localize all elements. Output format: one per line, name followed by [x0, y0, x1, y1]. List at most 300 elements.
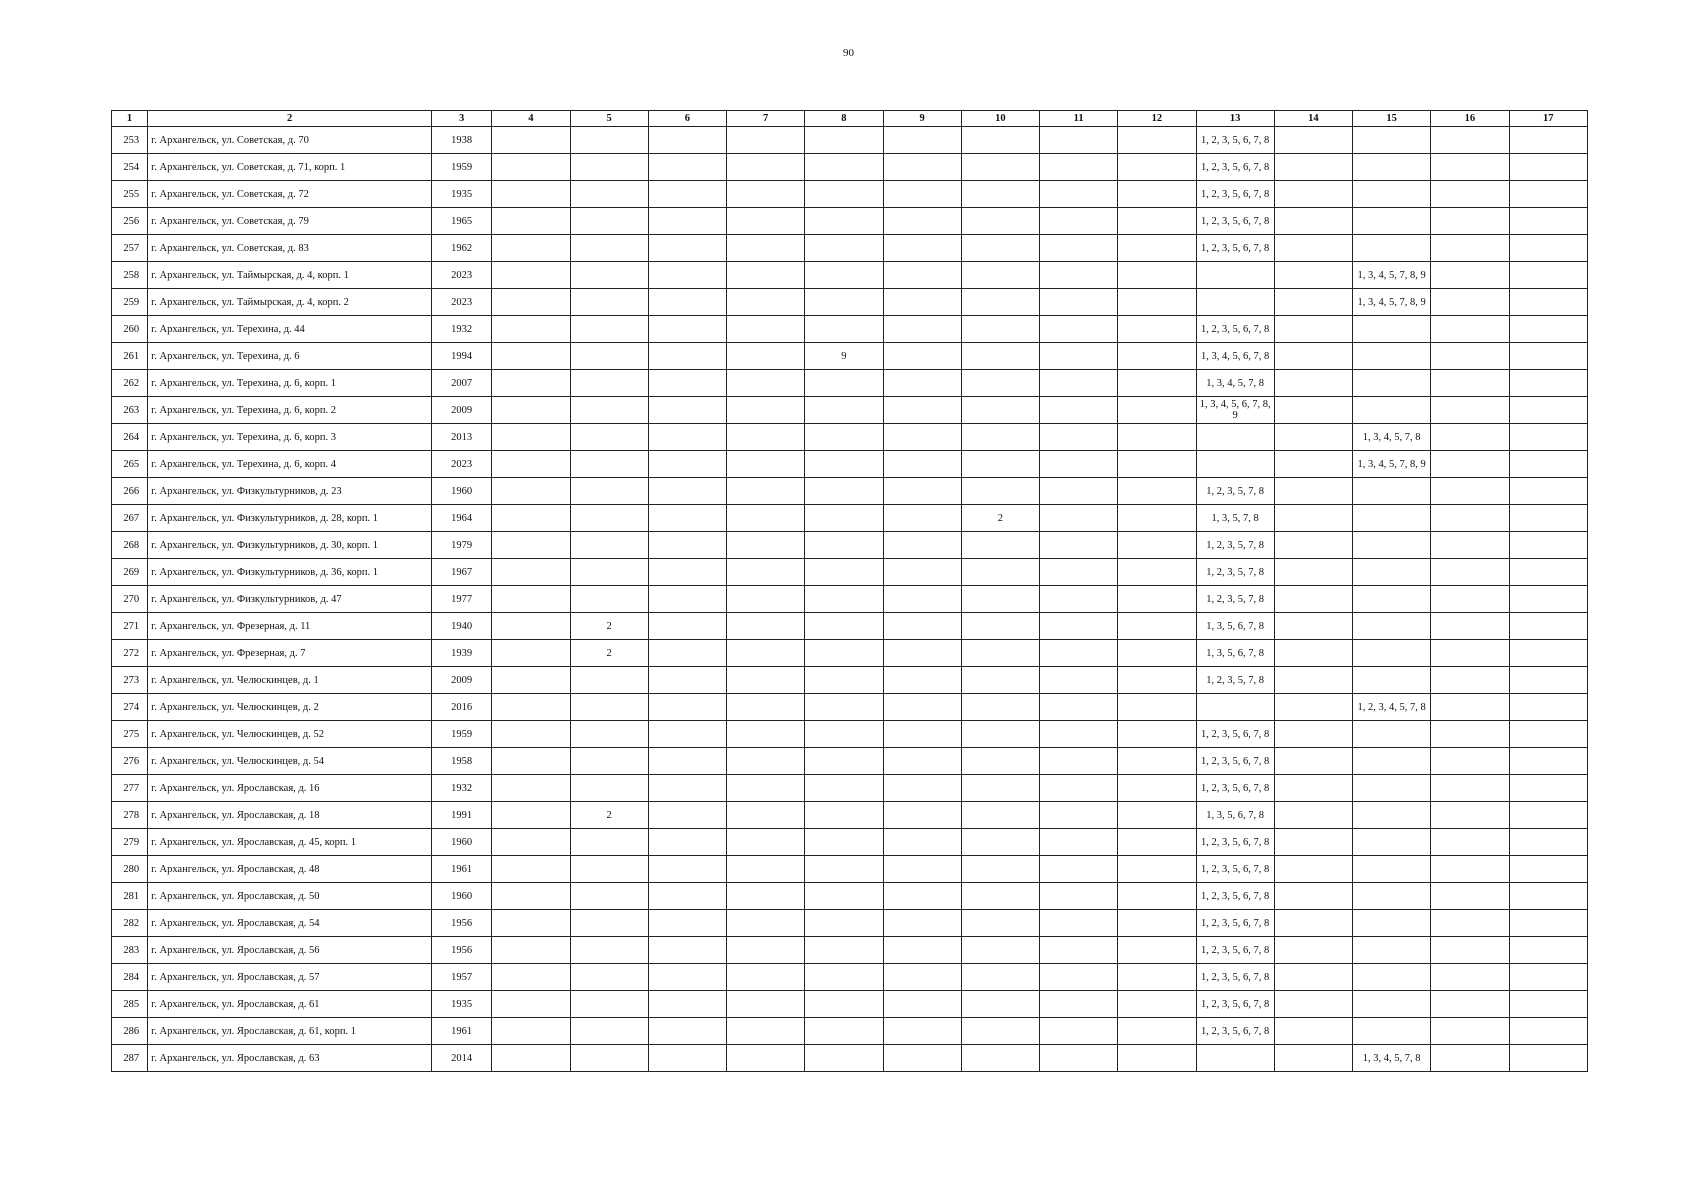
column-11-cell: [1040, 559, 1118, 586]
row-number-cell: 286: [112, 1018, 148, 1045]
column-6-cell: [648, 748, 726, 775]
column-8-cell: [805, 991, 883, 1018]
column-10-cell: [961, 937, 1039, 964]
column-5-cell: [570, 316, 648, 343]
column-10-cell: [961, 802, 1039, 829]
column-7-cell: [727, 478, 805, 505]
column-8-cell: [805, 586, 883, 613]
column-header-6: 6: [648, 111, 726, 127]
year-cell: 1961: [432, 856, 492, 883]
column-10-cell: [961, 181, 1039, 208]
column-13-cell: 1, 3, 4, 5, 6, 7, 8: [1196, 343, 1274, 370]
column-14-cell: [1274, 181, 1352, 208]
column-6-cell: [648, 235, 726, 262]
column-header-5: 5: [570, 111, 648, 127]
column-11-cell: [1040, 397, 1118, 424]
column-15-cell: [1353, 910, 1431, 937]
column-7-cell: [727, 721, 805, 748]
year-cell: 2023: [432, 289, 492, 316]
column-14-cell: [1274, 505, 1352, 532]
column-7-cell: [727, 1045, 805, 1072]
column-9-cell: [883, 991, 961, 1018]
column-header-10: 10: [961, 111, 1039, 127]
column-16-cell: [1431, 802, 1509, 829]
column-4-cell: [492, 640, 570, 667]
column-10-cell: [961, 667, 1039, 694]
column-12-cell: [1118, 586, 1196, 613]
column-17-cell: [1509, 937, 1587, 964]
table-row: [112, 397, 1588, 424]
column-15-cell: [1353, 937, 1431, 964]
column-16-cell: [1431, 289, 1509, 316]
table-row: [112, 640, 1588, 667]
table-row: [112, 289, 1588, 316]
row-number-cell: 253: [112, 127, 148, 154]
column-14-cell: [1274, 748, 1352, 775]
column-16-cell: [1431, 154, 1509, 181]
table-row: [112, 478, 1588, 505]
row-number-cell: 259: [112, 289, 148, 316]
address-cell: г. Архангельск, ул. Физкультурников, д. 23: [148, 478, 432, 505]
column-4-cell: [492, 451, 570, 478]
row-number-cell: 282: [112, 910, 148, 937]
column-5-cell: [570, 235, 648, 262]
column-5-cell: [570, 748, 648, 775]
column-4-cell: [492, 370, 570, 397]
column-15-cell: [1353, 721, 1431, 748]
table-row: [112, 937, 1588, 964]
column-9-cell: [883, 856, 961, 883]
column-16-cell: [1431, 694, 1509, 721]
address-cell: г. Архангельск, ул. Советская, д. 70: [148, 127, 432, 154]
column-7-cell: [727, 667, 805, 694]
table-row: [112, 532, 1588, 559]
column-13-cell: [1196, 289, 1274, 316]
column-8-cell: [805, 910, 883, 937]
column-5-cell: [570, 532, 648, 559]
column-9-cell: [883, 532, 961, 559]
column-8-cell: [805, 937, 883, 964]
column-16-cell: [1431, 424, 1509, 451]
column-9-cell: [883, 802, 961, 829]
column-16-cell: [1431, 181, 1509, 208]
column-7-cell: [727, 208, 805, 235]
column-4-cell: [492, 937, 570, 964]
column-11-cell: [1040, 667, 1118, 694]
column-10-cell: [961, 721, 1039, 748]
column-15-cell: [1353, 127, 1431, 154]
column-5-cell: [570, 1018, 648, 1045]
row-number-cell: 264: [112, 424, 148, 451]
year-cell: 1964: [432, 505, 492, 532]
row-number-cell: 284: [112, 964, 148, 991]
column-4-cell: [492, 289, 570, 316]
column-11-cell: [1040, 748, 1118, 775]
column-17-cell: [1509, 127, 1587, 154]
column-header-8: 8: [805, 111, 883, 127]
column-9-cell: [883, 775, 961, 802]
column-16-cell: [1431, 991, 1509, 1018]
address-cell: г. Архангельск, ул. Терехина, д. 6, корп. 1: [148, 370, 432, 397]
column-12-cell: [1118, 559, 1196, 586]
column-10-cell: [961, 1045, 1039, 1072]
column-5-cell: [570, 694, 648, 721]
column-13-cell: [1196, 262, 1274, 289]
row-number-cell: 276: [112, 748, 148, 775]
column-11-cell: [1040, 937, 1118, 964]
row-number-cell: 262: [112, 370, 148, 397]
year-cell: 1957: [432, 964, 492, 991]
year-cell: 1940: [432, 613, 492, 640]
column-header-2: 2: [148, 111, 432, 127]
column-11-cell: [1040, 721, 1118, 748]
address-cell: г. Архангельск, ул. Терехина, д. 6, корп. 4: [148, 451, 432, 478]
column-14-cell: [1274, 883, 1352, 910]
column-15-cell: [1353, 667, 1431, 694]
column-4-cell: [492, 1018, 570, 1045]
column-8-cell: [805, 181, 883, 208]
column-10-cell: [961, 694, 1039, 721]
column-4-cell: [492, 478, 570, 505]
column-12-cell: [1118, 181, 1196, 208]
column-13-cell: 1, 2, 3, 5, 7, 8: [1196, 667, 1274, 694]
column-7-cell: [727, 748, 805, 775]
column-14-cell: [1274, 370, 1352, 397]
column-9-cell: [883, 667, 961, 694]
column-5-cell: [570, 937, 648, 964]
address-cell: г. Архангельск, ул. Ярославская, д. 48: [148, 856, 432, 883]
column-6-cell: [648, 883, 726, 910]
column-6-cell: [648, 154, 726, 181]
address-cell: г. Архангельск, ул. Физкультурников, д. 47: [148, 586, 432, 613]
year-cell: 1967: [432, 559, 492, 586]
column-5-cell: [570, 775, 648, 802]
column-5-cell: [570, 964, 648, 991]
row-number-cell: 261: [112, 343, 148, 370]
column-6-cell: [648, 613, 726, 640]
table-row: [112, 316, 1588, 343]
column-4-cell: [492, 586, 570, 613]
column-13-cell: 1, 2, 3, 5, 6, 7, 8: [1196, 181, 1274, 208]
column-6-cell: [648, 586, 726, 613]
column-12-cell: [1118, 883, 1196, 910]
column-13-cell: 1, 2, 3, 5, 6, 7, 8: [1196, 856, 1274, 883]
column-14-cell: [1274, 856, 1352, 883]
address-cell: г. Архангельск, ул. Ярославская, д. 50: [148, 883, 432, 910]
address-cell: г. Архангельск, ул. Челюскинцев, д. 1: [148, 667, 432, 694]
column-6-cell: [648, 802, 726, 829]
column-header-15: 15: [1353, 111, 1431, 127]
column-10-cell: [961, 424, 1039, 451]
column-13-cell: [1196, 424, 1274, 451]
column-7-cell: [727, 883, 805, 910]
year-cell: 2014: [432, 1045, 492, 1072]
column-17-cell: [1509, 667, 1587, 694]
column-5-cell: [570, 1045, 648, 1072]
row-number-cell: 280: [112, 856, 148, 883]
column-6-cell: [648, 181, 726, 208]
column-12-cell: [1118, 262, 1196, 289]
column-17-cell: [1509, 451, 1587, 478]
column-12-cell: [1118, 154, 1196, 181]
column-6-cell: [648, 262, 726, 289]
column-8-cell: [805, 208, 883, 235]
column-5-cell: [570, 343, 648, 370]
address-cell: г. Архангельск, ул. Терехина, д. 44: [148, 316, 432, 343]
year-cell: 1956: [432, 937, 492, 964]
column-6-cell: [648, 1045, 726, 1072]
column-header-1: 1: [112, 111, 148, 127]
column-13-cell: 1, 2, 3, 5, 6, 7, 8: [1196, 1018, 1274, 1045]
column-header-17: 17: [1509, 111, 1587, 127]
column-8-cell: [805, 667, 883, 694]
column-14-cell: [1274, 451, 1352, 478]
year-cell: 2009: [432, 397, 492, 424]
column-16-cell: [1431, 478, 1509, 505]
table-row: [112, 613, 1588, 640]
table-row: [112, 856, 1588, 883]
column-13-cell: 1, 2, 3, 5, 6, 7, 8: [1196, 910, 1274, 937]
column-7-cell: [727, 640, 805, 667]
address-cell: г. Архангельск, ул. Советская, д. 83: [148, 235, 432, 262]
column-7-cell: [727, 910, 805, 937]
column-14-cell: [1274, 532, 1352, 559]
column-11-cell: [1040, 478, 1118, 505]
column-8-cell: [805, 289, 883, 316]
address-cell: г. Архангельск, ул. Ярославская, д. 61: [148, 991, 432, 1018]
column-12-cell: [1118, 370, 1196, 397]
column-7-cell: [727, 559, 805, 586]
row-number-cell: 273: [112, 667, 148, 694]
table-row: [112, 424, 1588, 451]
column-11-cell: [1040, 370, 1118, 397]
column-11-cell: [1040, 235, 1118, 262]
table-row: [112, 505, 1588, 532]
column-4-cell: [492, 316, 570, 343]
column-9-cell: [883, 424, 961, 451]
column-15-cell: [1353, 532, 1431, 559]
column-11-cell: [1040, 289, 1118, 316]
column-15-cell: [1353, 964, 1431, 991]
column-4-cell: [492, 667, 570, 694]
column-4-cell: [492, 235, 570, 262]
column-9-cell: [883, 829, 961, 856]
column-14-cell: [1274, 964, 1352, 991]
column-11-cell: [1040, 181, 1118, 208]
table-row: [112, 1018, 1588, 1045]
column-11-cell: [1040, 964, 1118, 991]
row-number-cell: 267: [112, 505, 148, 532]
column-15-cell: [1353, 883, 1431, 910]
column-11-cell: [1040, 856, 1118, 883]
year-cell: 1960: [432, 883, 492, 910]
column-6-cell: [648, 127, 726, 154]
column-10-cell: 2: [961, 505, 1039, 532]
column-9-cell: [883, 154, 961, 181]
year-cell: 2007: [432, 370, 492, 397]
column-11-cell: [1040, 802, 1118, 829]
row-number-cell: 272: [112, 640, 148, 667]
column-10-cell: [961, 478, 1039, 505]
column-8-cell: [805, 127, 883, 154]
column-6-cell: [648, 640, 726, 667]
column-15-cell: [1353, 1018, 1431, 1045]
column-8-cell: [805, 856, 883, 883]
address-cell: г. Архангельск, ул. Физкультурников, д. 36, корп. 1: [148, 559, 432, 586]
column-4-cell: [492, 559, 570, 586]
column-14-cell: [1274, 640, 1352, 667]
column-12-cell: [1118, 721, 1196, 748]
column-14-cell: [1274, 937, 1352, 964]
column-9-cell: [883, 721, 961, 748]
address-cell: г. Архангельск, ул. Ярославская, д. 61, корп. 1: [148, 1018, 432, 1045]
column-10-cell: [961, 775, 1039, 802]
column-6-cell: [648, 775, 726, 802]
column-8-cell: [805, 451, 883, 478]
column-9-cell: [883, 289, 961, 316]
column-10-cell: [961, 883, 1039, 910]
column-15-cell: [1353, 505, 1431, 532]
column-10-cell: [961, 613, 1039, 640]
year-cell: 1959: [432, 154, 492, 181]
column-17-cell: [1509, 478, 1587, 505]
column-10-cell: [961, 991, 1039, 1018]
column-12-cell: [1118, 829, 1196, 856]
column-14-cell: [1274, 586, 1352, 613]
address-cell: г. Архангельск, ул. Советская, д. 72: [148, 181, 432, 208]
column-16-cell: [1431, 613, 1509, 640]
column-13-cell: 1, 3, 5, 6, 7, 8: [1196, 613, 1274, 640]
row-number-cell: 255: [112, 181, 148, 208]
column-7-cell: [727, 235, 805, 262]
column-6-cell: [648, 694, 726, 721]
column-17-cell: [1509, 370, 1587, 397]
column-16-cell: [1431, 343, 1509, 370]
column-8-cell: [805, 532, 883, 559]
column-5-cell: [570, 559, 648, 586]
column-12-cell: [1118, 397, 1196, 424]
column-7-cell: [727, 775, 805, 802]
column-17-cell: [1509, 613, 1587, 640]
column-17-cell: [1509, 829, 1587, 856]
row-number-cell: 275: [112, 721, 148, 748]
column-14-cell: [1274, 910, 1352, 937]
address-cell: г. Архангельск, ул. Фрезерная, д. 11: [148, 613, 432, 640]
column-11-cell: [1040, 262, 1118, 289]
table-row: [112, 829, 1588, 856]
column-15-cell: [1353, 829, 1431, 856]
column-15-cell: [1353, 802, 1431, 829]
year-cell: 1979: [432, 532, 492, 559]
column-5-cell: [570, 478, 648, 505]
column-16-cell: [1431, 559, 1509, 586]
table-row: [112, 748, 1588, 775]
row-number-cell: 266: [112, 478, 148, 505]
column-13-cell: 1, 2, 3, 5, 7, 8: [1196, 532, 1274, 559]
column-16-cell: [1431, 964, 1509, 991]
column-9-cell: [883, 1045, 961, 1072]
column-15-cell: [1353, 775, 1431, 802]
column-4-cell: [492, 883, 570, 910]
column-13-cell: [1196, 694, 1274, 721]
column-8-cell: [805, 397, 883, 424]
table-row: [112, 559, 1588, 586]
column-9-cell: [883, 613, 961, 640]
column-15-cell: [1353, 397, 1431, 424]
column-13-cell: 1, 3, 5, 6, 7, 8: [1196, 640, 1274, 667]
column-17-cell: [1509, 397, 1587, 424]
column-14-cell: [1274, 721, 1352, 748]
column-5-cell: [570, 424, 648, 451]
column-16-cell: [1431, 505, 1509, 532]
column-15-cell: [1353, 343, 1431, 370]
year-cell: 1991: [432, 802, 492, 829]
column-header-11: 11: [1040, 111, 1118, 127]
column-10-cell: [961, 235, 1039, 262]
table-row: [112, 694, 1588, 721]
column-12-cell: [1118, 640, 1196, 667]
table-row: [112, 586, 1588, 613]
column-15-cell: [1353, 208, 1431, 235]
column-12-cell: [1118, 127, 1196, 154]
address-cell: г. Архангельск, ул. Советская, д. 71, корп. 1: [148, 154, 432, 181]
column-8-cell: 9: [805, 343, 883, 370]
column-6-cell: [648, 289, 726, 316]
column-8-cell: [805, 1018, 883, 1045]
column-7-cell: [727, 397, 805, 424]
column-15-cell: [1353, 640, 1431, 667]
address-cell: г. Архангельск, ул. Терехина, д. 6, корп. 3: [148, 424, 432, 451]
column-17-cell: [1509, 748, 1587, 775]
column-8-cell: [805, 802, 883, 829]
column-7-cell: [727, 694, 805, 721]
column-11-cell: [1040, 991, 1118, 1018]
column-5-cell: [570, 910, 648, 937]
column-12-cell: [1118, 937, 1196, 964]
column-12-cell: [1118, 775, 1196, 802]
column-10-cell: [961, 856, 1039, 883]
column-6-cell: [648, 964, 726, 991]
table-row: [112, 181, 1588, 208]
column-9-cell: [883, 262, 961, 289]
column-8-cell: [805, 721, 883, 748]
column-11-cell: [1040, 1045, 1118, 1072]
column-15-cell: [1353, 181, 1431, 208]
row-number-cell: 285: [112, 991, 148, 1018]
column-11-cell: [1040, 1018, 1118, 1045]
column-8-cell: [805, 640, 883, 667]
column-16-cell: [1431, 829, 1509, 856]
column-13-cell: 1, 2, 3, 5, 6, 7, 8: [1196, 775, 1274, 802]
table-row: [112, 775, 1588, 802]
address-cell: г. Архангельск, ул. Таймырская, д. 4, корп. 2: [148, 289, 432, 316]
column-12-cell: [1118, 505, 1196, 532]
year-cell: 1994: [432, 343, 492, 370]
column-9-cell: [883, 478, 961, 505]
address-cell: г. Архангельск, ул. Челюскинцев, д. 52: [148, 721, 432, 748]
column-15-cell: [1353, 991, 1431, 1018]
column-12-cell: [1118, 424, 1196, 451]
column-4-cell: [492, 775, 570, 802]
column-7-cell: [727, 181, 805, 208]
column-13-cell: 1, 2, 3, 5, 6, 7, 8: [1196, 127, 1274, 154]
column-15-cell: [1353, 370, 1431, 397]
address-cell: г. Архангельск, ул. Ярославская, д. 45, корп. 1: [148, 829, 432, 856]
column-17-cell: [1509, 775, 1587, 802]
table-row: [112, 1045, 1588, 1072]
column-10-cell: [961, 208, 1039, 235]
column-4-cell: [492, 532, 570, 559]
